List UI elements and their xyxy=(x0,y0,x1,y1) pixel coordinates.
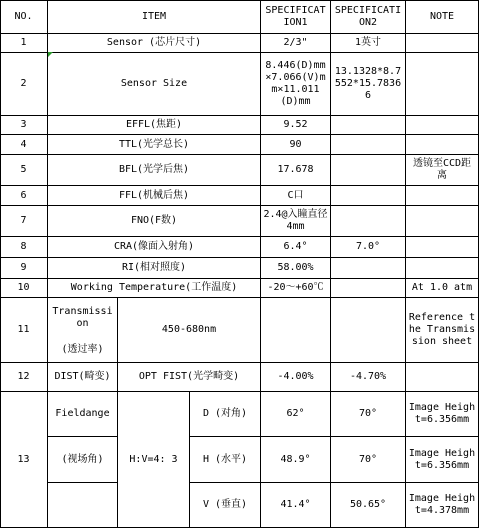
row3-item: EFFL(焦距) xyxy=(48,116,261,135)
row2-note xyxy=(406,53,479,116)
row8-spec2: 7.0° xyxy=(331,237,406,258)
row13-sub-h-label: H (水平) xyxy=(190,437,261,483)
row12-spec2: -4.70% xyxy=(331,363,406,392)
row13-sub-v-spec1: 41.4° xyxy=(261,483,331,528)
row7-no: 7 xyxy=(0,206,48,237)
row11-item-a: Transmission xyxy=(48,298,118,338)
row4-item: TTL(光学总长) xyxy=(48,135,261,155)
row3-spec2 xyxy=(331,116,406,135)
row13-sub-h-note: Image Height=6.356mm xyxy=(406,437,479,483)
row13-sub-d-label: D (对角) xyxy=(190,392,261,437)
header-no: NO. xyxy=(0,0,48,34)
row9-spec1: 58.00% xyxy=(261,258,331,279)
row1-no: 1 xyxy=(0,34,48,53)
row13-ratio: H:V=4: 3 xyxy=(118,392,190,528)
row12-no: 12 xyxy=(0,363,48,392)
row6-spec2 xyxy=(331,186,406,206)
header-item: ITEM xyxy=(48,0,261,34)
row2-spec2: 13.1328*8.7552*15.78366 xyxy=(331,53,406,116)
row9-no: 9 xyxy=(0,258,48,279)
row13-field-empty xyxy=(48,483,118,528)
row1-spec1: 2/3" xyxy=(261,34,331,53)
row12-item-a: DIST(畸变) xyxy=(48,363,118,392)
header-note: NOTE xyxy=(406,0,479,34)
row2-spec1: 8.446(D)mm×7.066(V)mm×11.011(D)mm xyxy=(261,53,331,116)
row1-note xyxy=(406,34,479,53)
row8-spec1: 6.4° xyxy=(261,237,331,258)
row13-sub-d-spec1: 62° xyxy=(261,392,331,437)
row2-item: Sensor Size xyxy=(48,53,261,116)
row7-spec1: 2.4@入瞳直径4mm xyxy=(261,206,331,237)
row13-sub-d-note: Image Height=6.356mm xyxy=(406,392,479,437)
row6-note xyxy=(406,186,479,206)
row5-spec1: 17.678 xyxy=(261,155,331,186)
row3-note xyxy=(406,116,479,135)
row6-spec1: C口 xyxy=(261,186,331,206)
row11-spec1 xyxy=(261,298,331,363)
row11-no: 11 xyxy=(0,298,48,363)
row13-sub-h-spec2: 70° xyxy=(331,437,406,483)
row4-note xyxy=(406,135,479,155)
row12-note xyxy=(406,363,479,392)
row8-note xyxy=(406,237,479,258)
row7-note xyxy=(406,206,479,237)
row11-spec2 xyxy=(331,298,406,363)
row4-spec2 xyxy=(331,135,406,155)
row4-spec1: 90 xyxy=(261,135,331,155)
row5-no: 5 xyxy=(0,155,48,186)
row8-no: 8 xyxy=(0,237,48,258)
row1-spec2: 1英寸 xyxy=(331,34,406,53)
row5-item: BFL(光学后焦) xyxy=(48,155,261,186)
row6-item: FFL(机械后焦) xyxy=(48,186,261,206)
row11-item-val: 450-680nm xyxy=(118,298,261,363)
row3-no: 3 xyxy=(0,116,48,135)
row7-spec2 xyxy=(331,206,406,237)
header-spec1: SPECIFICATION1 xyxy=(261,0,331,34)
row13-sub-v-note: Image Height=4.378mm xyxy=(406,483,479,528)
row13-no: 13 xyxy=(0,392,48,528)
row6-no: 6 xyxy=(0,186,48,206)
row13-sub-v-label: V (垂直) xyxy=(190,483,261,528)
row10-item: Working Temperature(工作温度) xyxy=(48,279,261,298)
row10-no: 10 xyxy=(0,279,48,298)
row9-note xyxy=(406,258,479,279)
row10-spec2 xyxy=(331,279,406,298)
row5-note: 透镜至CCD距离 xyxy=(406,155,479,186)
row10-note: At 1.0 atm xyxy=(406,279,479,298)
row13-field-b: (视场角) xyxy=(48,437,118,483)
row11-item-b: (透过率) xyxy=(48,338,118,363)
row3-spec1: 9.52 xyxy=(261,116,331,135)
row13-sub-v-spec2: 50.65° xyxy=(331,483,406,528)
row7-item: FNO(F数) xyxy=(48,206,261,237)
row8-item: CRA(像面入射角) xyxy=(48,237,261,258)
row10-spec1: -20～+60℃ xyxy=(261,279,331,298)
row1-item: Sensor (芯片尺寸) xyxy=(48,34,261,53)
header-spec2: SPECIFICATION2 xyxy=(331,0,406,34)
row9-item: RI(相对照度) xyxy=(48,258,261,279)
row13-sub-d-spec2: 70° xyxy=(331,392,406,437)
row13-sub-h-spec1: 48.9° xyxy=(261,437,331,483)
row9-spec2 xyxy=(331,258,406,279)
row12-spec1: -4.00% xyxy=(261,363,331,392)
row4-no: 4 xyxy=(0,135,48,155)
row12-item-val: OPT FIST(光学畸变) xyxy=(118,363,261,392)
row13-field-a: Fieldange xyxy=(48,392,118,437)
row11-note: Reference the Transmission sheet xyxy=(406,298,479,363)
row5-spec2 xyxy=(331,155,406,186)
row2-no: 2 xyxy=(0,53,48,116)
